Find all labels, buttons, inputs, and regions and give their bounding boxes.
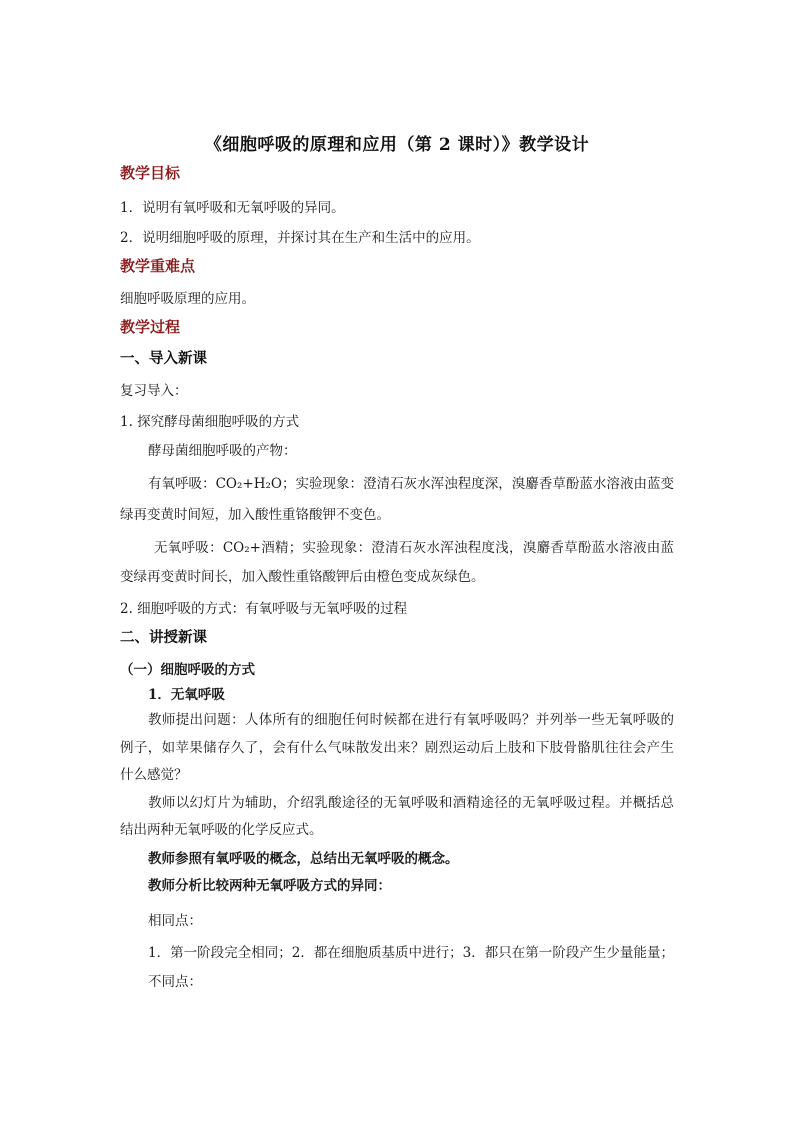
subsection-heading: （一）细胞呼吸的方式 [120,662,255,678]
paragraph-line: 例子，如苹果储存久了，会有什么气味散发出来？剧烈运动后上肢和下肢骨骼肌往往会产生 [120,740,674,756]
same-label: 相同点： [148,913,202,929]
key-points-heading: 教学重难点 [120,257,196,275]
section1-heading: 一、导入新课 [120,350,207,367]
subsubsection-heading: 1．无氧呼吸 [148,687,225,703]
paragraph-line: 什么感觉？ [120,767,188,783]
goals-heading: 教学目标 [120,164,181,182]
intro-item-2: 2. 细胞呼吸的方式：有氧呼吸与无氧呼吸的过程 [120,601,408,617]
process-heading: 教学过程 [120,318,181,336]
intro-item-1: 1. 探究酵母菌细胞呼吸的方式 [120,414,300,430]
bold-statement: 教师分析比较两种无氧呼吸方式的异同： [148,878,391,894]
anaerobic-line-1: 无氧呼吸：CO₂+酒精；实验现象：澄清石灰水浑浊程度浅，溴麝香草酚蓝水溶液由蓝 [154,540,674,556]
same-items: 1．第一阶段完全相同；2．都在细胞质基质中进行；3．都只在第一阶段产生少量能量； [148,945,674,961]
diff-label: 不同点： [148,974,202,990]
review-label: 复习导入： [120,383,188,399]
goal-item: 2．说明细胞呼吸的原理，并探讨其在生产和生活中的应用。 [120,230,480,246]
page-title: 《细胞呼吸的原理和应用（第 2 课时）》教学设计 [204,135,590,155]
paragraph-line: 结出两种无氧呼吸的化学反应式。 [120,822,323,838]
paragraph-line: 教师以幻灯片为辅助，介绍乳酸途径的无氧呼吸和酒精途径的无氧呼吸过程。并概括总 [148,795,674,811]
products-label: 酵母菌细胞呼吸的产物： [148,443,297,459]
bold-statement: 教师参照有氧呼吸的概念，总结出无氧呼吸的概念。 [148,851,459,867]
paragraph-line: 教师提出问题：人体所有的细胞任何时候都在进行有氧呼吸吗？并列举一些无氧呼吸的 [148,712,674,728]
aerobic-line-1: 有氧呼吸：CO₂+H₂O；实验现象：澄清石灰水浑浊程度深，溴麝香草酚蓝水溶液由蓝变 [148,476,674,492]
key-points-text: 细胞呼吸原理的应用。 [120,291,255,307]
aerobic-line-2: 绿再变黄时间短，加入酸性重铬酸钾不变色。 [120,507,390,523]
section2-heading: 二、讲授新课 [120,629,207,646]
anaerobic-line-2: 变绿再变黄时间长，加入酸性重铬酸钾后由橙色变成灰绿色。 [120,569,485,585]
goal-item: 1．说明有氧呼吸和无氧呼吸的异同。 [120,200,345,216]
